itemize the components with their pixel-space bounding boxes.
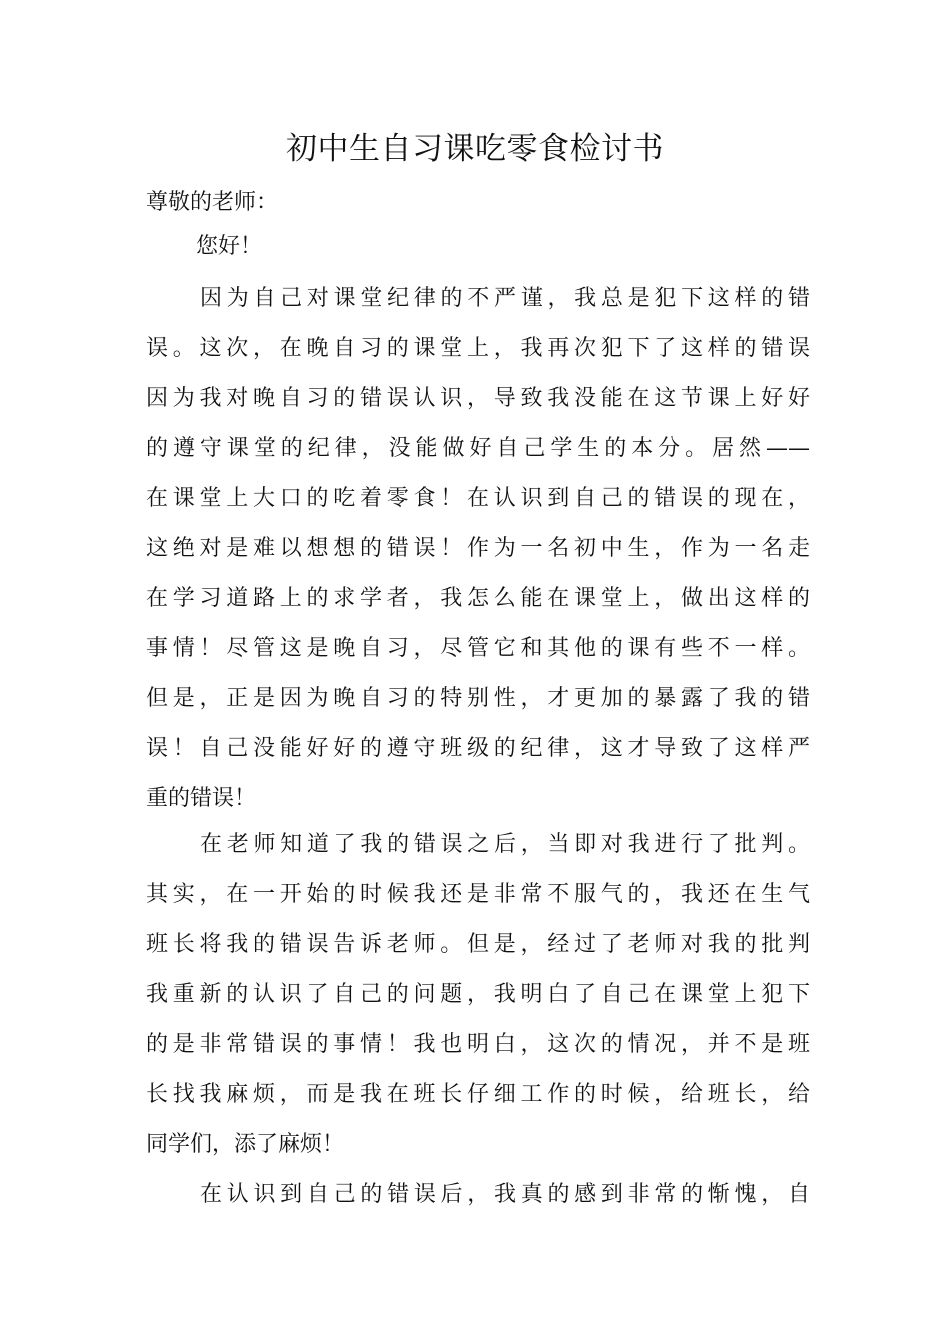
paragraph-line: 在认识到自己的错误后，我真的感到非常的惭愧，自 <box>200 1182 810 1207</box>
greeting-text: 您好！ <box>196 234 263 259</box>
paragraph-line: 因为我对晚自习的错误认识，导致我没能在这节课上好好 <box>146 386 810 411</box>
document-title: 初中生自习课吃零食检讨书 <box>286 131 664 167</box>
paragraph-1 <box>146 274 810 824</box>
paragraph-line: 在学习道路上的求学者，我怎么能在课堂上，做出这样的 <box>146 586 810 611</box>
paragraph-line: 同学们，添了麻烦！ <box>146 1132 345 1157</box>
paragraph-3 <box>146 1170 810 1220</box>
paragraph-line: 班长将我的错误告诉老师。但是，经过了老师对我的批判 <box>146 932 810 957</box>
paragraph-line: 其实，在一开始的时候我还是非常不服气的，我还在生气 <box>146 882 810 907</box>
paragraph-line: 误。这次，在晚自习的课堂上，我再次犯下了这样的错误 <box>146 336 810 361</box>
paragraph-line: 因为自己对课堂纪律的不严谨，我总是犯下这样的错 <box>200 286 810 311</box>
paragraph-line: 这绝对是难以想想的错误！作为一名初中生，作为一名走 <box>146 536 810 561</box>
paragraph-line: 长找我麻烦，而是我在班长仔细工作的时候，给班长，给 <box>146 1082 810 1107</box>
paragraph-line: 的是非常错误的事情！我也明白，这次的情况，并不是班 <box>146 1032 810 1057</box>
paragraph-line: 但是，正是因为晚自习的特别性，才更加的暴露了我的错 <box>146 686 810 711</box>
salutation-text: 尊敬的老师： <box>146 190 279 215</box>
paragraph-2 <box>146 820 810 1170</box>
greeting <box>196 222 860 272</box>
paragraph-line: 的遵守课堂的纪律，没能做好自己学生的本分。居然—— <box>146 436 810 461</box>
paragraph-line: 在老师知道了我的错误之后，当即对我进行了批判。 <box>200 832 810 857</box>
paragraph-line: 重的错误！ <box>146 786 257 811</box>
paragraph-line: 我重新的认识了自己的问题，我明白了自己在课堂上犯下 <box>146 982 810 1007</box>
paragraph-line: 事情！尽管这是晚自习，尽管它和其他的课有些不一样。 <box>146 636 810 661</box>
salutation <box>146 178 810 228</box>
paragraph-line: 在课堂上大口的吃着零食！在认识到自己的错误的现在， <box>146 486 810 511</box>
paragraph-line: 误！自己没能好好的遵守班级的纪律，这才导致了这样严 <box>146 736 810 761</box>
